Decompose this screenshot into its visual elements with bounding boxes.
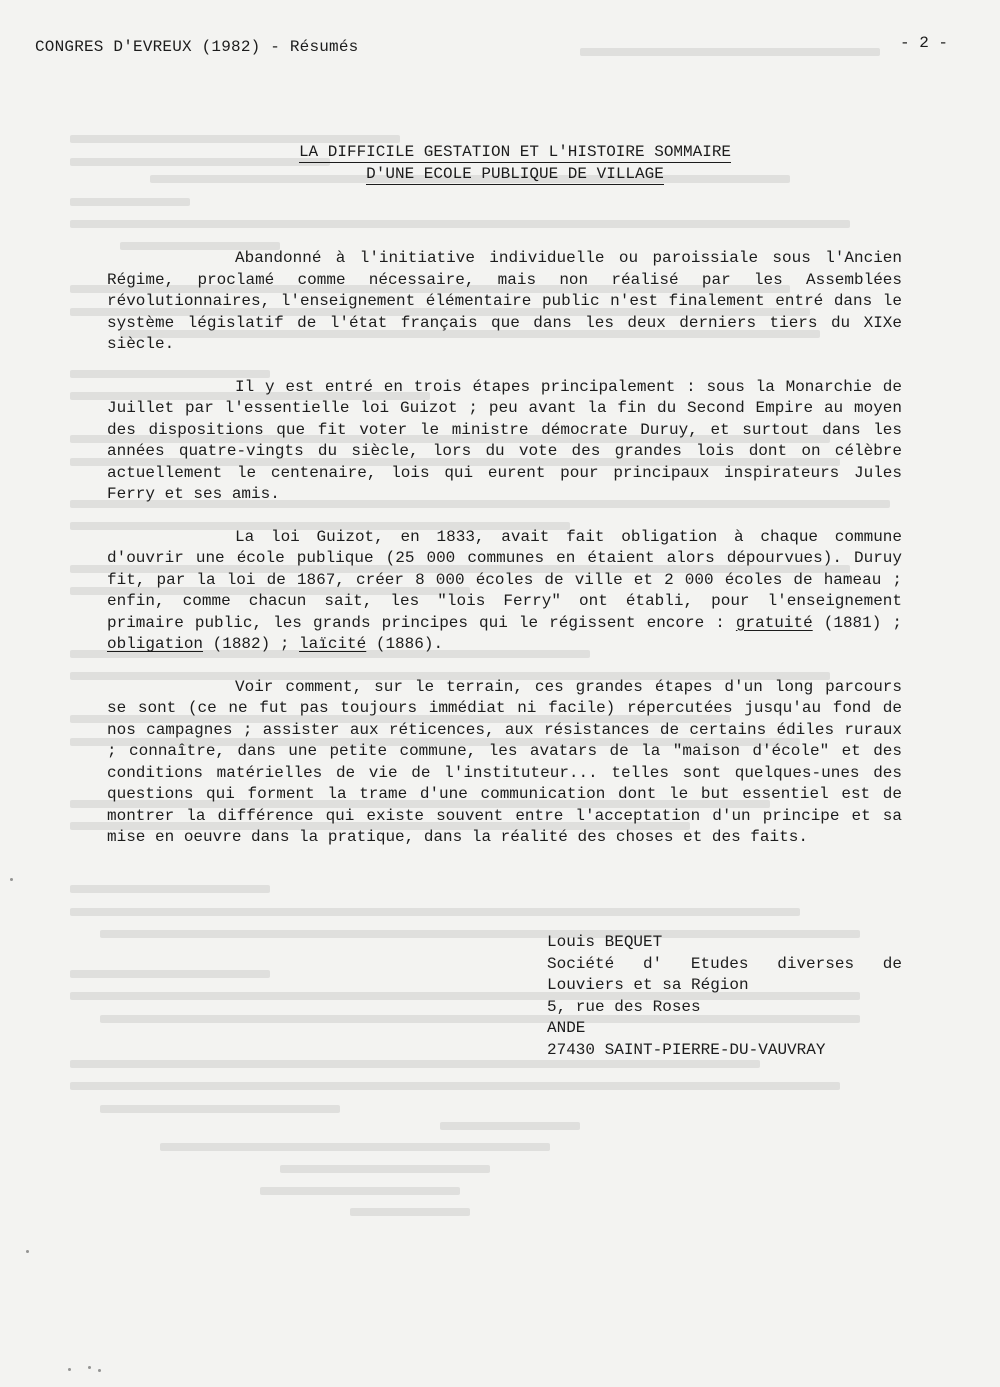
paragraph-3 [107, 527, 902, 656]
term-gratuite: gratuité [735, 613, 813, 632]
org-word: d' [642, 954, 663, 973]
paragraph-3-year-2: (1882) ; [203, 635, 300, 653]
paragraph-2: Il y est entré en trois étapes principalement : sous la Monarchie de Juillet par l'essentielle loi Guizot ; peu avant la fin du Second Empire au moyen des dispositions que fit voter le ministre démocrate Duruy, et surtout dans les années quatre-vingts du siècle, lors du vote des grandes lois dont on célèbre actuellement le centenaire, lois qui eurent pour principaux inspirateurs Jules Ferry et ses amis. [107, 377, 902, 503]
scan-speck [98, 1369, 101, 1372]
page-number: - 2 - [900, 34, 949, 52]
article-body [107, 248, 902, 870]
scan-speck [10, 878, 13, 881]
author-city: 27430 SAINT-PIERRE-DU-VAUVRAY [547, 1040, 826, 1059]
paragraph-3-year-3: (1886). [366, 635, 444, 653]
running-header: CONGRES D'EVREUX (1982) - Résumés [35, 38, 359, 56]
paragraph-3-text: La loi Guizot, en 1833, avait fait obligation à chaque commune d'ouvrir une école publique (25 000 communes en étaient alors dépourvues). Duruy fit, par la loi de 1867, créer 8 000 écoles de ville et 2 000 écoles de hameau ; enfin, comme chacun sait, les "lois Ferry" ont établi, pour l'enseignement primaire public, les grands principes qui le régissent encore : [107, 527, 902, 632]
paragraph-1: Abandonné à l'initiative individuelle ou paroissiale sous l'Ancien Régime, proclamé comme nécessaire, mais non réalisé par les Assemblées révolutionnaires, l'enseignement élémentaire public n'est finalement entré dans le système législatif de l'état français que dans les deux derniers tiers du XIXe siècle. [107, 249, 902, 353]
org-word: Société [547, 954, 615, 973]
title-line-2: D'UNE ECOLE PUBLIQUE DE VILLAGE [366, 165, 664, 183]
org-word: Etudes [690, 954, 749, 973]
article-title [170, 141, 860, 185]
org-word: diverses [777, 954, 855, 973]
scan-speck [26, 1250, 29, 1253]
author-organization-line-2: Louviers et sa Région [547, 976, 749, 994]
paragraph-3-year-1: (1881) ; [812, 613, 902, 632]
author-organization-acronym: ANDE [547, 1019, 586, 1037]
paragraph-4: Voir comment, sur le terrain, ces grandes étapes d'un long parcours se sont (ce ne fut pas toujours immédiat ni facile) répercutées jusqu'au fond de nos campagnes ; assister aux réticences, aux résistances de certains édiles ruraux ; connaître, dans une petite commune, les avatars de la "maison d'école" et des conditions matérielles de vie de l'instituteur... telles sont quelques-unes des questions qui forment la trame d'une communication dont le but essentiel est de montrer la différence qui existe souvent entre l'acceptation d'un principe et sa mise en oeuvre dans la pratique, dans la réalité des choses et des faits. [107, 677, 902, 846]
scan-speck [88, 1366, 91, 1369]
org-word: de [882, 954, 902, 973]
author-address: 5, rue des Roses [547, 997, 701, 1016]
term-obligation: obligation [107, 635, 204, 653]
author-signature-block [547, 932, 902, 1061]
author-name: Louis BEQUET [547, 933, 663, 951]
title-line-1: LA DIFFICILE GESTATION ET L'HISTOIRE SOMMAIRE [298, 143, 732, 161]
scan-speck [68, 1368, 71, 1371]
term-laicite: laïcité [299, 635, 367, 653]
author-organization-line-1 [547, 954, 902, 976]
